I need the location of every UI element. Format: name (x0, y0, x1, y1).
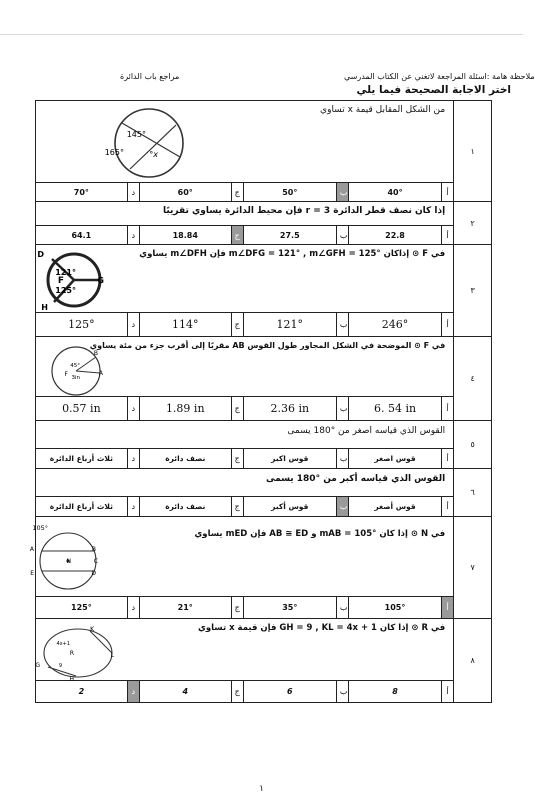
option-letter: د (127, 313, 139, 337)
option-a[interactable]: قوس أصغر (348, 497, 441, 517)
point-label: D (91, 570, 96, 577)
option-d[interactable]: 70° (36, 183, 128, 202)
option-d[interactable]: 2 (36, 681, 128, 703)
page-number: ١ (259, 784, 264, 794)
point-label: D (37, 250, 44, 259)
point-label: F (57, 276, 64, 286)
question-number: ٨ (454, 619, 492, 703)
point-label: B (91, 546, 96, 553)
option-b[interactable]: 27.5 (243, 226, 336, 245)
question-1-stem-row (36, 101, 492, 183)
option-letter: أ (442, 313, 454, 337)
option-letter: ب (336, 226, 348, 245)
point-label: G (35, 662, 40, 669)
stem-text: من الشكل المقابل قيمة x تساوي (320, 105, 446, 115)
stem-text: في R ⊙ إذا كان GH = 9 , KL = 4x + 1 فإن قيمة x تساوي (198, 623, 446, 633)
questions-table (29, 100, 492, 703)
header-review: مراجع باب الدائرة (120, 72, 180, 81)
option-letter: أ (442, 597, 454, 619)
option-letter: أ (442, 226, 454, 245)
question-4-options (36, 397, 492, 421)
point-label: E (30, 570, 34, 577)
stem-text: إذا كان نصف قطر الدائرة 3 = r فإن محيط الدائرة يساوي تقريبًا (162, 206, 446, 216)
option-letter: ج (231, 313, 243, 337)
question-3-options (36, 313, 492, 337)
option-a[interactable]: 8 (348, 681, 441, 703)
option-letter: أ (442, 397, 454, 421)
angle-label: 125° (55, 286, 76, 295)
option-letter: ب (336, 497, 348, 517)
question-number: ٢ (454, 202, 492, 245)
option-letter: ب (336, 397, 348, 421)
option-c[interactable]: 18.84 (139, 226, 231, 245)
option-letter: د (127, 449, 139, 469)
option-letter: ج (231, 226, 243, 245)
question-stem (36, 469, 454, 497)
option-d[interactable]: 125° (36, 597, 128, 619)
option-b[interactable]: 2.36 in (243, 397, 336, 421)
point-label: K (90, 626, 94, 633)
point-label: L (110, 652, 114, 659)
option-a[interactable]: 22.8 (348, 226, 441, 245)
point-label: A (98, 370, 103, 377)
question-2-options (36, 226, 492, 245)
question-5-stem-row (36, 421, 492, 449)
option-letter: د (127, 397, 139, 421)
option-letter: ب (336, 681, 348, 703)
question-7-stem-row (36, 517, 492, 597)
option-letter: أ (442, 183, 454, 202)
option-c[interactable]: نصف دائرة (139, 449, 231, 469)
radius-label: 3in (71, 375, 80, 381)
circle-figure (38, 247, 114, 311)
option-letter: ج (231, 449, 243, 469)
point-label: G (97, 276, 104, 285)
option-a[interactable]: 105° (348, 597, 441, 619)
question-stem (36, 245, 454, 313)
instruction-title: اختر الاجابة الصحيحة فيما يلي (356, 84, 511, 96)
option-a[interactable]: 246° (348, 313, 441, 337)
circle-figure (35, 623, 124, 683)
segment-label: 4x+1 (56, 641, 70, 647)
option-letter: ج (231, 183, 243, 202)
option-c[interactable]: نصف دائرة (139, 497, 231, 517)
top-rule (0, 34, 523, 35)
option-letter: ب (336, 597, 348, 619)
option-b[interactable]: 35° (243, 597, 336, 619)
circle-figure (104, 105, 188, 181)
option-c[interactable]: 1.89 in (139, 397, 231, 421)
option-a[interactable]: 40° (348, 183, 441, 202)
question-8-options (36, 681, 492, 703)
question-stem (36, 619, 454, 681)
stem-text: في F ⊙ إذاكان m∠DFG = 121° , m∠GFH = 125° فإن m∠DFH يساوي (139, 249, 446, 259)
option-a[interactable]: قوس اصغر (348, 449, 441, 469)
angle-label: 121° (55, 268, 76, 277)
option-letter: د (127, 597, 139, 619)
option-b[interactable]: قوس أكبر (243, 497, 336, 517)
option-b[interactable]: 50° (243, 183, 336, 202)
option-letter: ب (336, 183, 348, 202)
question-4-stem-row (36, 337, 492, 397)
point-label: C (93, 558, 98, 565)
question-5-options (36, 449, 492, 469)
point-label: H (69, 676, 74, 683)
question-number: ٦ (454, 469, 492, 517)
option-c[interactable]: 60° (139, 183, 231, 202)
arc-label: 105° (32, 524, 48, 532)
point-label: A (29, 546, 34, 553)
question-stem (36, 101, 454, 183)
circle-figure (29, 521, 106, 595)
option-d[interactable]: 64.1 (36, 226, 128, 245)
question-1-options (36, 183, 492, 202)
angle-label: 45° (70, 363, 80, 369)
option-d[interactable]: ثلاث أرباع الدائرة (36, 449, 128, 469)
stem-text: في N ⊙ إذا كان mAB = 105° و AB ≅ ED فإن mED يساوي (194, 529, 446, 539)
point-label: F (64, 371, 68, 378)
header-note: ملاحظة هامة :اسئلة المراجعة لاتغني عن الكتاب المدرسي (344, 72, 535, 81)
question-number: ٣ (454, 245, 492, 337)
option-letter: د (127, 681, 139, 703)
question-stem (36, 202, 454, 226)
point-label: R (69, 650, 74, 657)
question-2-stem-row (36, 202, 492, 226)
option-letter: أ (442, 681, 454, 703)
option-b[interactable]: قوس اكبر (243, 449, 336, 469)
option-d[interactable]: 0.57 in (36, 397, 128, 421)
segment-label: 9 (58, 663, 62, 669)
option-letter: د (127, 226, 139, 245)
stem-text: القوس الذي قياسه اصغر من °180 يسمى (287, 426, 446, 436)
angle-label: x° (149, 150, 158, 159)
question-stem (29, 517, 454, 597)
stem-text: القوس الذي قياسه أكبر من °180 يسمى (265, 474, 446, 484)
question-6-stem-row (36, 469, 492, 497)
option-a[interactable]: 6. 54 in (348, 397, 441, 421)
option-d[interactable]: 125° (36, 313, 128, 337)
question-7-options (36, 597, 492, 619)
stem-text: في F ⊙ الموضحة في الشكل المجاور طول القوس AB مقربًا إلى أقرب جزء من مئة يساوي (89, 341, 446, 350)
question-stem (36, 337, 454, 397)
option-d[interactable]: ثلاث أرباع الدائرة (36, 497, 128, 517)
option-letter: ج (231, 497, 243, 517)
option-letter: أ (442, 449, 454, 469)
question-number: ٤ (454, 337, 492, 421)
option-letter: ج (231, 597, 243, 619)
option-letter: ب (336, 313, 348, 337)
question-number: ٥ (454, 421, 492, 469)
question-stem (36, 421, 454, 449)
question-8-stem-row (36, 619, 492, 681)
option-letter: ج (231, 681, 243, 703)
option-letter: أ (442, 497, 454, 517)
option-c[interactable]: 21° (139, 597, 231, 619)
option-letter: د (127, 497, 139, 517)
point-label: H (41, 303, 48, 312)
option-letter: د (127, 183, 139, 202)
question-number: ١ (454, 101, 492, 202)
option-c[interactable]: 4 (139, 681, 231, 703)
option-letter: ب (336, 449, 348, 469)
option-letter: ج (231, 397, 243, 421)
arc-label: 145° (126, 130, 146, 139)
question-number: ٧ (454, 517, 492, 619)
question-3-stem-row (36, 245, 492, 313)
question-6-options (36, 497, 492, 517)
point-label: B (93, 350, 98, 357)
circle-figure (42, 343, 116, 397)
option-b[interactable]: 121° (243, 313, 336, 337)
option-c[interactable]: 114° (139, 313, 231, 337)
arc-label: 165° (104, 148, 124, 157)
option-b[interactable]: 6 (243, 681, 336, 703)
point-label: N (66, 558, 71, 565)
